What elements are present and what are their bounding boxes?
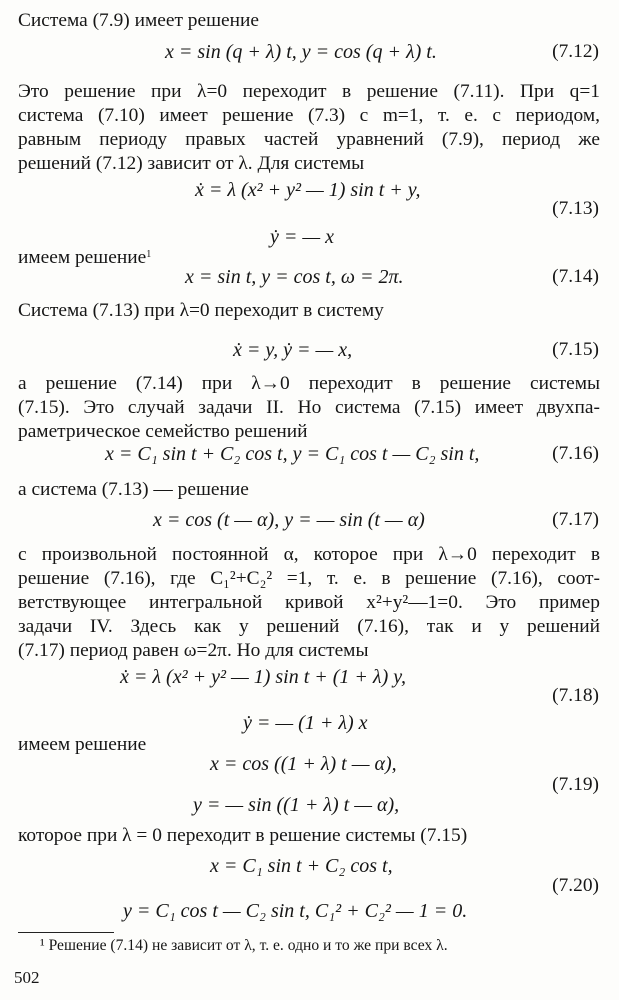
equation-7-17-formula: x = cos (t — α), y = — sin (t — α) [153,509,425,531]
text-line-10: раметрическое семейство решений [18,421,308,442]
text-line-13: решение (7.16), где C₁²+C₂² =1, т. е. в решение (7.16), соот- [18,568,600,589]
equation-7-12-formula: x = sin (q + λ) t, y = cos (q + λ) t. [165,41,437,63]
footnote: ¹ Решение (7.14) не зависит от λ, т. е. одно и то же при всех λ. [40,937,448,954]
text-line-11: а система (7.13) — решение [18,479,249,500]
equation-7-14-number: (7.14) [552,266,599,287]
text-line-1: Система (7.9) имеет решение [18,10,259,31]
text-line-9: (7.15). Это случай задачи II. Но система (7.15) имеет двухпа- [18,397,600,418]
equation-7-12-number: (7.12) [552,41,599,62]
equation-7-13-line-2: ẏ = — x [270,226,335,248]
text-line-4: равным периоду правых частей уравнений (7.9), период же [18,129,600,150]
equation-7-16-number: (7.16) [552,443,599,464]
equation-7-14-formula: x = sin t, y = cos t, ω = 2π. [185,266,404,288]
equation-7-20-number: (7.20) [552,875,599,896]
equation-7-18-line-1: ẋ = λ (x² + y² — 1) sin t + (1 + λ) y, [120,666,407,688]
equation-7-20-line-1: x = C₁ sin t + C₂ cos t, [210,855,393,877]
equation-7-13-number: (7.13) [552,198,599,219]
equation-7-20-label-row [0,873,619,899]
text-line-18: которое при λ = 0 переходит в решение системы (7.15) [18,825,468,846]
text-line-5: решений (7.12) зависит от λ. Для системы [18,153,365,174]
equation-7-13-line-1: ẋ = λ (x² + y² — 1) sin t + y, [195,179,421,201]
equation-7-19-line-2: y = — sin ((1 + λ) t — α), [193,794,400,816]
equation-7-15 [0,337,619,363]
text-line-14: ветствующее интегральной кривой x²+y²—1=0. Это пример [18,592,600,613]
equation-7-17 [0,507,619,533]
page-number: 502 [14,968,40,987]
equation-7-18-label-row [0,683,619,709]
equation-7-18-number: (7.18) [552,685,599,706]
equation-7-15-formula: ẋ = y, ẏ = — x, [233,339,353,361]
equation-7-19-line-1: x = cos ((1 + λ) t — α), [210,753,397,775]
equation-7-13-label-row [0,196,619,222]
text-line-3: система (7.10) имеет решение (7.3) с m=1, т. е. с периодом, [18,105,600,126]
text-line-16: (7.17) период равен ω=2π. Но для системы [18,640,369,661]
equation-7-19-second [0,792,619,818]
text-line-6-text: имеем решение [18,247,147,268]
text-line-7: Система (7.13) при λ=0 переходит в систему [18,300,384,321]
equation-7-20-second [0,898,619,924]
equation-7-17-number: (7.17) [552,509,599,530]
text-line-15: задачи IV. Здесь как у решений (7.16), так и у решений [18,616,600,637]
text-line-8: а решение (7.14) при λ→0 переходит в решение системы [18,373,600,394]
text-line-17: имеем решение [18,734,147,755]
equation-7-15-number: (7.15) [552,339,599,360]
equation-7-14 [0,264,619,290]
equation-7-16 [0,441,619,467]
equation-7-18-line-2: ẏ = — (1 + λ) x [243,712,368,734]
text-line-12: с произвольной постоянной α, которое при λ→0 переходит в [18,544,600,565]
footnote-divider [18,932,114,933]
equation-7-20-line-2: y = C₁ cos t — C₂ sin t, C₁² + C₂² — 1 = 0. [123,900,468,922]
text-line-2: Это решение при λ=0 переходит в решение (7.11). При q=1 [18,81,600,102]
equation-7-12 [0,39,619,65]
equation-7-16-formula: x = C₁ sin t + C₂ cos t, y = C₁ cos t — C₂ sin t, [105,443,480,465]
footnote-marker: 1 [146,249,152,260]
equation-7-19-number: (7.19) [552,774,599,795]
